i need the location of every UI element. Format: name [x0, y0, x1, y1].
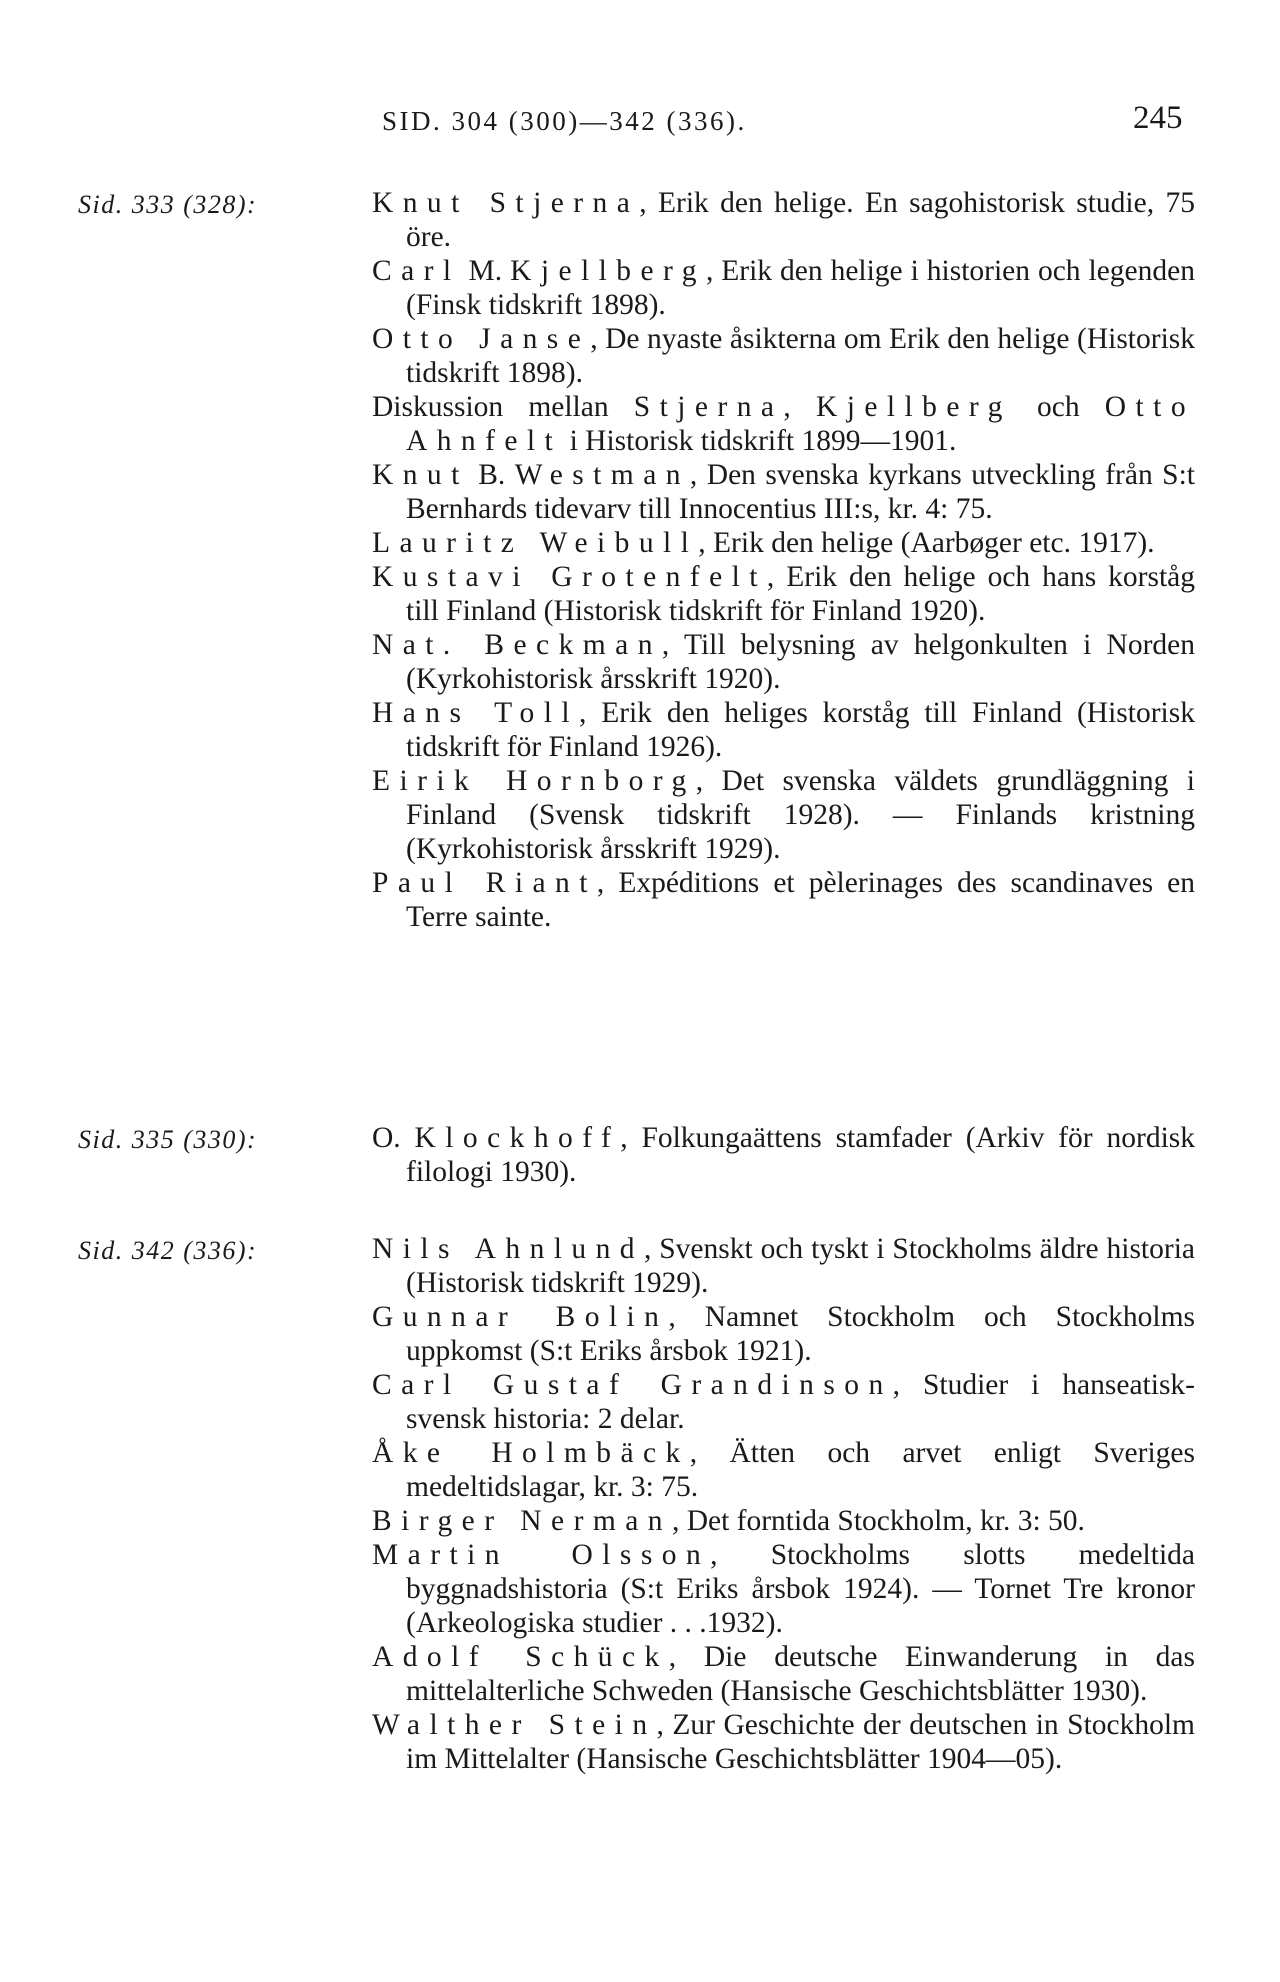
bibliography-list: [372, 1232, 1195, 1776]
author-name: Eirik Hornborg: [372, 765, 696, 797]
author-name: Birger Nerman: [372, 1505, 672, 1537]
author-name: Martin Olsson: [372, 1539, 711, 1571]
bibliography-entry: [372, 390, 1195, 458]
bibliography-entry: [372, 1708, 1195, 1776]
entry-text: , Expéditions et pèlerinages des scandinaves en Terre sainte.: [406, 867, 1195, 933]
bibliography-entry: [372, 458, 1195, 526]
author-name: Otto Janse: [372, 323, 591, 355]
bibliography-entry: [372, 1538, 1195, 1640]
author-name: Otto Ahnfelt: [406, 391, 1196, 457]
entry-text: , Den svenska kyrkans utveckling från S:t Bernhards tidevarv till Innocentius III:s, kr. 4: 75.: [406, 459, 1195, 525]
author-name: Nils Ahnlund: [372, 1233, 644, 1265]
bibliography-entry: [372, 1640, 1195, 1708]
bibliography-entry: [372, 696, 1195, 764]
author-name: Kjellberg: [815, 391, 1012, 423]
entry-text: och: [1011, 391, 1105, 423]
bibliography-entry: [372, 628, 1195, 696]
author-name: Åke Holmbäck: [372, 1437, 690, 1469]
author-name: Carl Gustaf Grandinson: [372, 1369, 893, 1401]
author-name: Adolf Schück: [372, 1641, 669, 1673]
author-name: Nat. Beckman: [372, 629, 662, 661]
bibliography-entry: [372, 1368, 1195, 1436]
entry-text: , Till belysning av helgonkulten i Norden (Kyrkohistorisk årsskrift 1920).: [406, 629, 1195, 695]
entry-text: , Erik den heliges korståg till Finland (Historisk tidskrift för Finland 1926).: [406, 697, 1195, 763]
bibliography-entry: [372, 186, 1195, 254]
section-label: Sid. 335 (330):: [78, 1125, 258, 1154]
author-name: Stjerna: [633, 391, 784, 423]
author-name: Klockhoff: [414, 1122, 621, 1154]
entry-text: , Zur Geschichte der deutschen in Stockholm im Mittelalter (Hansische Geschichtsblätter 1904—05).: [406, 1709, 1195, 1775]
entry-text: , Namnet Stockholm och Stockholms uppkomst (S:t Eriks årsbok 1921).: [406, 1301, 1195, 1367]
author-name: Lauritz Weibull: [372, 527, 699, 559]
entry-text: , Stockholms slotts medeltida byggnadshistoria (S:t Eriks årsbok 1924). — Tornet Tre kronor (Arkeologiska studier . . .1932).: [406, 1539, 1195, 1639]
entry-text: B.: [468, 459, 515, 491]
entry-text: , Erik den helige. En sagohistorisk studie, 75 öre.: [406, 187, 1195, 253]
entry-text: , Erik den helige i historien och legenden (Finsk tidskrift 1898).: [406, 255, 1195, 321]
page-number: 245: [1133, 100, 1183, 136]
entry-text: , Erik den helige och hans korståg till Finland (Historisk tidskrift för Finland 1920).: [406, 561, 1195, 627]
entry-text: Diskussion mellan: [372, 391, 634, 423]
author-name: Gunnar Bolin: [372, 1301, 669, 1333]
entry-text: , Det forntida Stockholm, kr. 3: 50.: [671, 1505, 1085, 1537]
bibliography-entry: [372, 1504, 1195, 1538]
author-name: Hans Toll: [372, 697, 579, 729]
entry-text: , Die deutsche Einwanderung in das mittelalterliche Schweden (Hansische Geschichtsblätter 1930).: [406, 1641, 1195, 1707]
bibliography-entry: [372, 1121, 1195, 1189]
author-name: Westman: [514, 459, 690, 491]
running-head: SID. 304 (300)—342 (336).: [382, 106, 747, 136]
entry-text: , Svenskt och tyskt i Stockholms äldre historia (Historisk tidskrift 1929).: [406, 1233, 1195, 1299]
entry-text: , Folkungaättens stamfader (Arkiv för nordisk filologi 1930).: [406, 1122, 1195, 1188]
section-label: Sid. 333 (328):: [78, 190, 258, 219]
author-name: Kjellberg: [510, 255, 706, 287]
entry-text: ,: [783, 391, 816, 423]
entry-text: M.: [460, 255, 511, 287]
entry-text: i Historisk tidskrift 1899—1901.: [562, 425, 957, 457]
bibliography-entry: [372, 866, 1195, 934]
page-header: [0, 100, 1280, 150]
bibliography-entry: [372, 322, 1195, 390]
entry-text: , Erik den helige (Aarbøger etc. 1917).: [698, 527, 1155, 559]
bibliography-entry: [372, 1232, 1195, 1300]
bibliography-entry: [372, 764, 1195, 866]
bibliography-entry: [372, 1436, 1195, 1504]
author-name: Kustavi Grotenfelt: [372, 561, 767, 593]
bibliography-entry: [372, 1300, 1195, 1368]
entry-text: , De nyaste åsikterna om Erik den helige (Historisk tidskrift 1898).: [406, 323, 1195, 389]
author-name: Walther Stein: [372, 1709, 657, 1741]
bibliography-entry: [372, 560, 1195, 628]
entry-text: O.: [372, 1122, 415, 1154]
author-name: Knut Stjerna: [372, 187, 640, 219]
section-label: Sid. 342 (336):: [78, 1236, 258, 1265]
author-name: Paul Riant: [372, 867, 597, 899]
entry-text: , Ätten och arvet enligt Sveriges medeltidslagar, kr. 3: 75.: [406, 1437, 1195, 1503]
entry-text: , Det svenska väldets grundläggning i Finland (Svensk tidskrift 1928). — Finlands kristning (Kyrkohistorisk årsskrift 1929).: [406, 765, 1195, 865]
author-name: Knut: [372, 459, 469, 491]
author-name: Carl: [372, 255, 461, 287]
bibliography-entry: [372, 526, 1195, 560]
bibliography-list: [372, 186, 1195, 934]
entry-text: , Studier i hanseatisk-svensk historia: 2 delar.: [406, 1369, 1196, 1435]
bibliography-entry: [372, 254, 1195, 322]
bibliography-list: [372, 1121, 1195, 1189]
